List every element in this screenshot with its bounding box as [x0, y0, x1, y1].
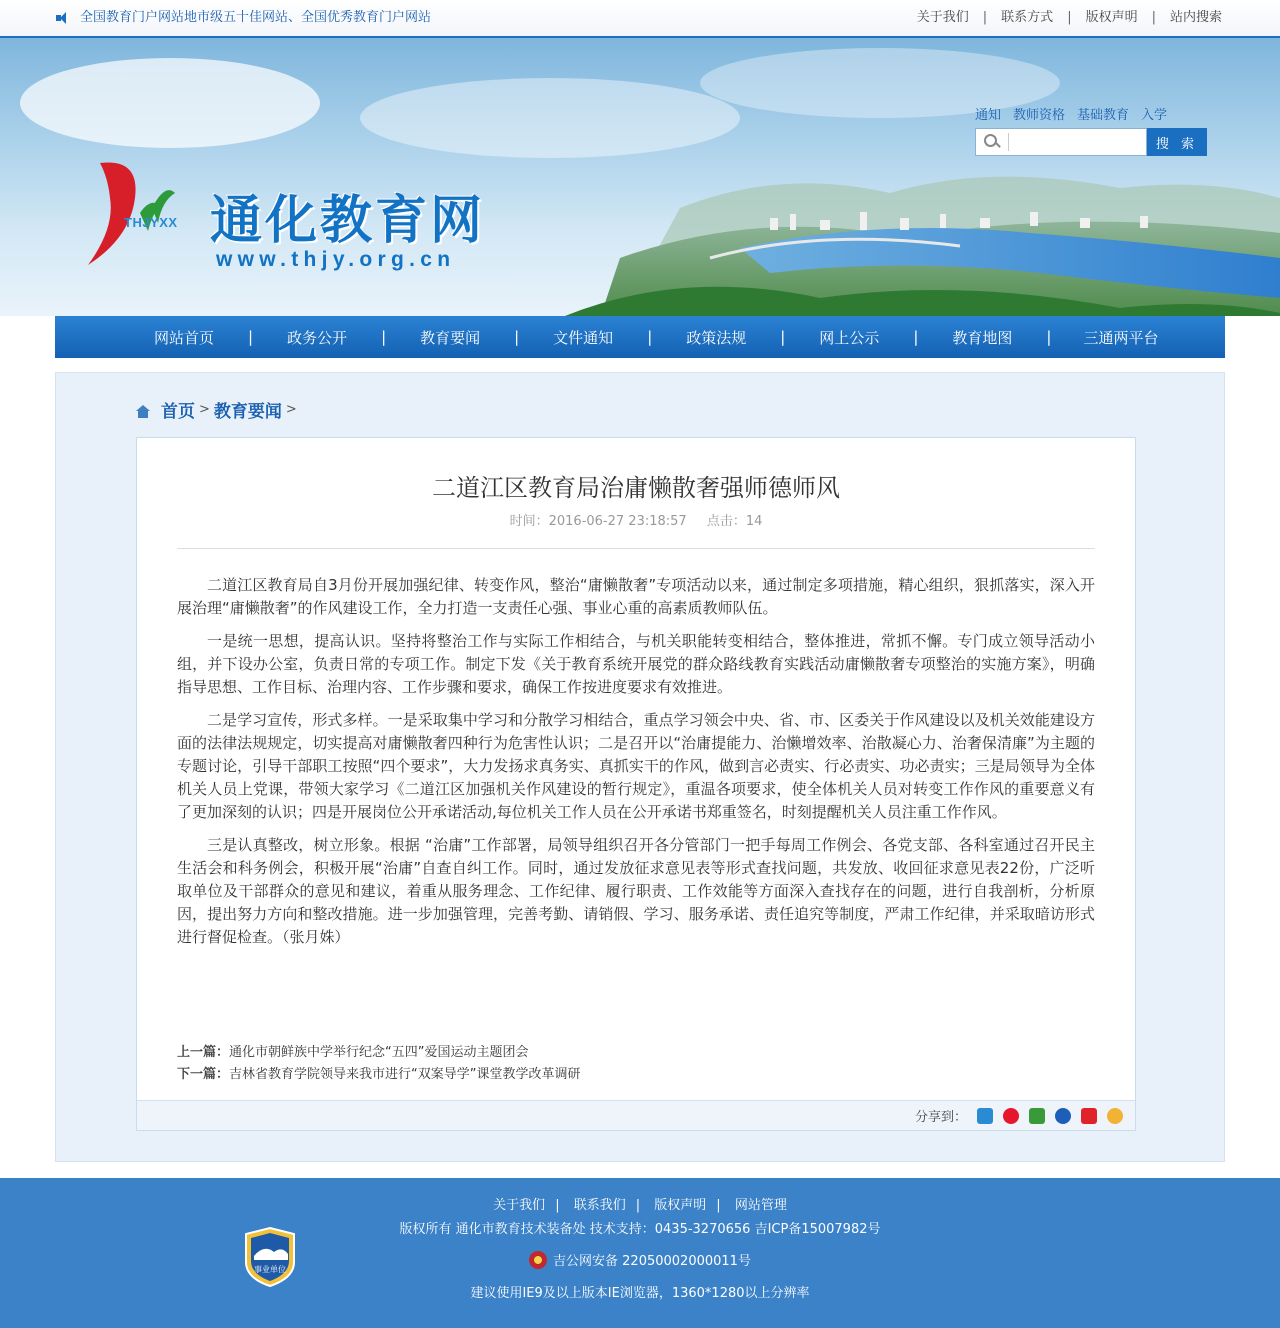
footer-link-contact[interactable]: 联系我们	[573, 1198, 626, 1213]
hot-keyword-link[interactable]: 入学	[1141, 108, 1168, 123]
next-article-link[interactable]: 吉林省教育学院领导来我市进行“双案导学”课堂教学改革调研	[229, 1067, 581, 1082]
content-area	[55, 372, 1225, 1162]
nav-item-home[interactable]: 网站首页	[153, 328, 214, 347]
footer-copyright: 版权所有 通化市教育技术装备处 技术支持：0435-3270656 吉ICP备15007982号	[399, 1222, 881, 1237]
article-paragraph: 二道江区教育局自3月份开展加强纪律、转变作风，整治“庸懒散奢”专项活动以来，通过制定多项措施，精心组织，狠抓落实，深入开展治理“庸懒散奢”的作风建设工作，全力打造一支责任心强、事业心重的高素质教师队伍。	[177, 576, 1095, 617]
footer-link-about[interactable]: 关于我们	[493, 1198, 546, 1213]
prev-article-link[interactable]: 通化市朝鲜族中学举行纪念“五四”爱国运动主题团会	[229, 1045, 529, 1060]
search-button[interactable]: 搜 索	[1147, 128, 1207, 156]
police-record-text[interactable]: 吉公网安备 22050002000011号	[553, 1254, 751, 1269]
footer-link-copyright[interactable]: 版权声明	[654, 1198, 707, 1213]
search-field-wrapper	[975, 128, 1147, 156]
share-renren-icon[interactable]	[1055, 1108, 1071, 1124]
nav-item-government[interactable]: 政务公开	[287, 328, 348, 347]
share-qzone-icon[interactable]	[977, 1108, 993, 1124]
article-body	[177, 574, 1095, 959]
nav-item-policies[interactable]: 政策法规	[686, 328, 747, 347]
breadcrumb-section[interactable]: 教育要闻	[213, 402, 282, 422]
hot-keywords	[975, 104, 1167, 123]
main-nav: 网站首页 | 政务公开 | 教育要闻 | 文件通知 | 政策法规 | 网上公示 | 教育地图 | 三通两平台	[55, 316, 1225, 358]
share-bar	[137, 1100, 1135, 1130]
article-paragraph: 一是统一思想，提高认识。坚持将整治工作与实际工作相结合，与机关职能转变相结合，整体推进，常抓不懈。专门成立领导活动小组，并下设办公室，负责日常的专项工作。制定下发《关于教育系统开展党的群众路线教育实践活动庸懒散奢专项整治的实施方案》，明确指导思想、工作目标、治理内容、工作步骤和要求，确保工作按进度要求有效推进。	[177, 632, 1095, 696]
footer-police-record	[0, 1250, 1280, 1269]
nav-item-edu-map[interactable]: 教育地图	[952, 328, 1013, 347]
cloud-decoration	[360, 78, 740, 158]
prev-label: 上一篇：	[177, 1045, 230, 1060]
home-icon	[136, 405, 151, 418]
logo-abbreviation: THJYXX	[124, 215, 178, 230]
top-bar	[0, 0, 1280, 38]
hot-keyword-link[interactable]: 通知	[975, 108, 1002, 123]
share-more-icon[interactable]	[1107, 1108, 1123, 1124]
top-links: 关于我们 | 联系方式 | 版权声明 | 站内搜索	[917, 0, 1222, 36]
article-title: 二道江区教育局治庸懒散奢强师德师风	[432, 474, 840, 502]
site-name[interactable]: 通化教育网	[210, 191, 486, 251]
hot-keyword-link[interactable]: 基础教育	[1077, 108, 1130, 123]
cloud-decoration	[20, 58, 320, 148]
nav-item-news[interactable]: 教育要闻	[420, 328, 481, 347]
divider	[177, 548, 1095, 549]
breadcrumb-home[interactable]: 首页	[161, 402, 195, 422]
article-paragraph: 二是学习宣传，形式多样。一是采取集中学习和分散学习相结合，重点学习领会中央、省、市、区委关于作风建设以及机关效能建设方面的法律法规规定，切实提高对庸懒散奢四种行为危害性认识；二是召开以“治庸提能力、治懒增效率、治散凝心力、治奢保清廉”为主题的专题讨论，引导干部职工按照“四个要求”，大力发扬求真务实、真抓实干的作风，做到言必责实、行必责实、功必责实；三是局领导为全体机关人员上党课，带领大家学习《二道江区加强机关作风建设的暂行规定》，重温各项要求，使全体机关人员对转变工作作风的重要意义有了更加深刻的认识；四是开展岗位公开承诺活动,每位机关工作人员在公开承诺书郑重签名，时刻提醒机关人员注重工作作风。	[177, 711, 1095, 821]
breadcrumb: 首页 > 教育要闻 >	[136, 397, 301, 422]
nav-item-publicity[interactable]: 网上公示	[819, 328, 880, 347]
search-bar	[975, 128, 1207, 156]
site-notice	[56, 0, 431, 36]
share-label: 分享到：	[914, 1110, 967, 1125]
article-clicks: 点击：14	[706, 514, 763, 529]
share-weibo-icon[interactable]	[1003, 1108, 1019, 1124]
top-link-site-search[interactable]: 站内搜索	[1169, 10, 1222, 25]
footer	[0, 1178, 1280, 1328]
police-emblem-icon	[529, 1251, 547, 1269]
share-kaixin-icon[interactable]	[1081, 1108, 1097, 1124]
badge-text: 事业单位	[254, 1265, 286, 1274]
footer-links: 关于我们 | 联系我们 | 版权声明 | 网站管理	[493, 1198, 787, 1213]
article-panel	[136, 437, 1136, 1131]
top-link-copyright[interactable]: 版权声明	[1085, 10, 1138, 25]
article-paragraph: 三是认真整改，树立形象。根据 “治庸”工作部署，局领导组织召开各分管部门一把手每周工作例会、各党支部、各科室通过召开民主生活会和科务例会，积极开展“治庸”自查自纠工作。同时，通过发放征求意见表等形式查找问题，共发放、收回征求意见表22份，广泛听取单位及干部群众的意见和建议，着重从服务理念、工作纪律、履行职责、工作效能等方面深入查找存在的问题，进行自我剖析，分析原因，提出努力方向和整改措施。进一步加强管理，完善考勤、请销假、学习、服务承诺、责任追究等制度，严肃工作纪律，并采取暗访形式进行督促检查。（张月姝）	[177, 836, 1095, 946]
nav-item-notices[interactable]: 文件通知	[553, 328, 614, 347]
share-douban-icon[interactable]	[1029, 1108, 1045, 1124]
article-time: 时间：2016-06-27 23:18:57	[509, 514, 687, 529]
hot-keyword-link[interactable]: 教师资格	[1013, 108, 1066, 123]
next-label: 下一篇：	[177, 1067, 230, 1082]
footer-browser-tip: 建议使用IE9及以上版本IE浏览器，1360*1280以上分辨率	[470, 1286, 810, 1301]
search-input[interactable]	[1015, 130, 1145, 154]
article-meta	[137, 510, 1135, 529]
top-link-contact[interactable]: 联系方式	[1001, 10, 1054, 25]
speaker-icon	[56, 12, 70, 24]
site-url: www.thjy.org.cn	[216, 248, 456, 271]
header-banner	[0, 38, 1280, 316]
city-landscape-image	[560, 148, 1280, 316]
site-logo-icon	[80, 153, 180, 273]
search-icon	[984, 133, 1009, 151]
nav-item-platform[interactable]: 三通两平台	[1083, 328, 1159, 347]
footer-link-admin[interactable]: 网站管理	[734, 1198, 787, 1213]
top-link-about[interactable]: 关于我们	[916, 10, 969, 25]
prev-next-links	[177, 1042, 581, 1086]
notice-text: 全国教育门户网站地市级五十佳网站、全国优秀教育门户网站	[80, 10, 432, 25]
